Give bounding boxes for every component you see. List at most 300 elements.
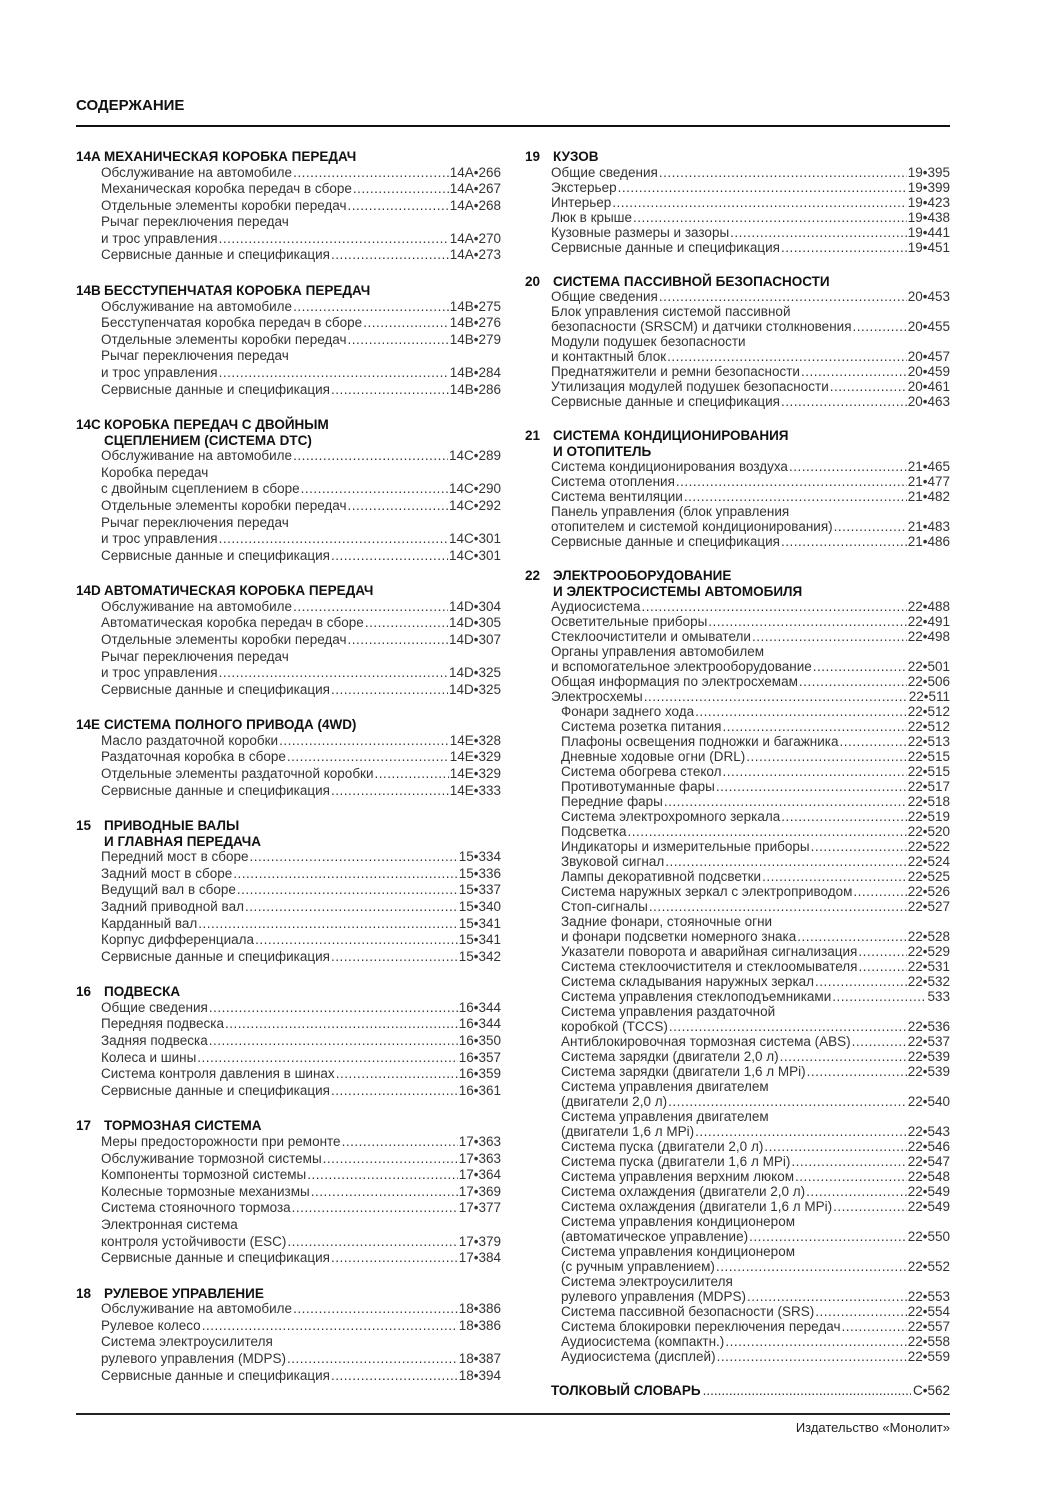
toc-entry[interactable]: [525, 1019, 950, 1034]
footer-divider: [76, 1413, 950, 1415]
toc-entry[interactable]: [525, 989, 950, 1004]
toc-entry[interactable]: [525, 240, 950, 255]
dot-leader: [722, 719, 906, 734]
entry-page: 22•557: [907, 1319, 950, 1334]
dot-leader: [695, 704, 907, 719]
toc-entry[interactable]: [76, 1083, 501, 1100]
toc-entry[interactable]: [525, 1064, 950, 1079]
toc-entry[interactable]: [76, 247, 501, 264]
toc-entry[interactable]: [525, 519, 950, 534]
toc-section: [76, 818, 501, 965]
entry-page: 15•334: [458, 849, 501, 865]
toc-entry[interactable]: [525, 899, 950, 914]
toc-entry[interactable]: [525, 534, 950, 549]
entry-title: Система пуска (двигатели 1,6 л MPi): [561, 1154, 791, 1169]
toc-entry[interactable]: [525, 944, 950, 959]
publisher-name: Издательство «Монолит»: [795, 1420, 950, 1435]
entry-title: и трос управления: [101, 665, 218, 681]
toc-entry[interactable]: [525, 319, 950, 334]
toc-entry: [525, 1274, 950, 1289]
toc-entry[interactable]: [525, 1289, 950, 1304]
toc-entry[interactable]: [76, 632, 501, 649]
entry-page: 21•477: [907, 474, 950, 489]
toc-entry[interactable]: [525, 854, 950, 869]
entry-page: 21•465: [907, 459, 950, 474]
toc-entry[interactable]: [76, 1301, 501, 1318]
section-title: [104, 984, 180, 1000]
entry-page: 18•387: [458, 1350, 501, 1366]
entry-title: Система управления двигателем: [561, 1109, 769, 1124]
toc-entry[interactable]: [525, 779, 950, 794]
toc-entry[interactable]: [525, 1334, 950, 1349]
toc-entry[interactable]: [76, 949, 501, 966]
toc-entry: [76, 515, 501, 532]
dot-leader: [807, 1064, 907, 1079]
entry-title: Передняя подвеска: [101, 1016, 225, 1032]
toc-entry[interactable]: [525, 394, 950, 409]
entry-title: Звуковой сигнал: [561, 854, 665, 869]
entry-page: 22•526: [907, 884, 950, 899]
toc-entry[interactable]: [76, 615, 501, 632]
toc-entry[interactable]: [525, 719, 950, 734]
toc-entry[interactable]: [76, 866, 501, 883]
toc-section: [525, 274, 950, 410]
entry-page: 22•491: [907, 614, 950, 629]
dot-leader: [618, 180, 907, 195]
toc-entry[interactable]: [76, 1351, 501, 1368]
entry-title: (автоматическое управление): [561, 1229, 749, 1244]
toc-entry: [525, 914, 950, 929]
toc-entry[interactable]: [76, 1184, 501, 1201]
toc-entry[interactable]: [76, 1167, 501, 1184]
dot-leader: [649, 899, 907, 914]
toc-entry[interactable]: [76, 599, 501, 616]
entry-title: Автоматическая коробка передач в сборе: [101, 615, 364, 631]
entry-page: 16•344: [458, 1016, 501, 1032]
toc-entry[interactable]: [525, 794, 950, 809]
toc-entry[interactable]: [76, 783, 501, 800]
dot-leader: [781, 240, 907, 255]
toc-entry: [525, 1244, 950, 1259]
dot-leader: [695, 1124, 907, 1139]
section-title-line: И ГЛАВНАЯ ПЕРЕДАЧА: [104, 833, 261, 849]
entry-page: 14A•270: [449, 230, 501, 246]
toc-entry[interactable]: [525, 869, 950, 884]
entry-page: 14E•329: [449, 749, 501, 765]
toc-entry[interactable]: [76, 1134, 501, 1151]
toc-entry: [525, 334, 950, 349]
section-title: [553, 428, 789, 459]
entry-title: Сервисные данные и спецификация: [101, 1367, 330, 1383]
entry-title: Коробка передач: [101, 464, 209, 480]
section-title: [104, 283, 370, 299]
section-title-line: БЕССТУПЕНЧАТАЯ КОРОБКА ПЕРЕДАЧ: [104, 283, 371, 299]
entry-page: 17•379: [458, 1233, 501, 1249]
section-number: 22: [525, 568, 541, 583]
toc-entry[interactable]: [76, 548, 501, 565]
entry-title: Отдельные элементы коробки передач: [101, 631, 347, 647]
section-heading[interactable]: [76, 1118, 501, 1134]
section-title-line: СИСТЕМА ПАССИВНОЙ БЕЗОПАСНОСТИ: [553, 273, 830, 289]
toc-entry[interactable]: [525, 629, 950, 644]
toc-entry[interactable]: [525, 929, 950, 944]
dot-leader: [664, 794, 907, 809]
toc-entry[interactable]: [525, 749, 950, 764]
entry-title: Система вентиляции: [551, 489, 683, 504]
entry-title: Сервисные данные и спецификация: [101, 381, 330, 397]
toc-section: [76, 149, 501, 264]
toc-entry[interactable]: [525, 1154, 950, 1169]
entry-title: Система отопления: [551, 474, 675, 489]
section-heading[interactable]: [525, 568, 950, 599]
toc-entry[interactable]: [525, 734, 950, 749]
dot-leader: [237, 882, 458, 899]
toc-entry: [525, 1079, 950, 1094]
entry-title: Сервисные данные и спецификация: [101, 681, 330, 697]
section-heading[interactable]: [76, 417, 501, 448]
dot-leader: [644, 689, 908, 704]
entry-page: 14D•305: [448, 615, 501, 631]
entry-title: Стоп-сигналы: [561, 899, 648, 914]
section-number: 14C: [76, 417, 101, 433]
dot-leader: [225, 1016, 458, 1033]
entry-page: 20•461: [907, 379, 950, 394]
toc-entry[interactable]: [525, 1034, 950, 1049]
toc-entry[interactable]: [525, 195, 950, 210]
entry-page: 14C•290: [448, 481, 501, 497]
dot-leader: [762, 869, 907, 884]
section-heading[interactable]: [76, 1286, 501, 1302]
section-heading[interactable]: [76, 717, 501, 733]
entry-page: 22•553: [907, 1289, 950, 1304]
toc-entry[interactable]: [76, 231, 501, 248]
toc-entry[interactable]: [525, 210, 950, 225]
section-title-line: ТОРМОЗНАЯ СИСТЕМА: [104, 1118, 262, 1134]
toc-entry[interactable]: [525, 809, 950, 824]
entry-page: 22•558: [907, 1334, 950, 1349]
dot-leader: [659, 289, 907, 304]
toc-entry[interactable]: [525, 474, 950, 489]
toc-entry[interactable]: [76, 882, 501, 899]
entry-title: Сервисные данные и спецификация: [101, 782, 330, 798]
toc-entry[interactable]: [76, 749, 501, 766]
section-heading[interactable]: [76, 283, 501, 299]
entry-title: Передние фары: [561, 794, 663, 809]
toc-entry[interactable]: [76, 1050, 501, 1067]
entry-page: 22•513: [907, 734, 950, 749]
toc-entry-glossary[interactable]: [525, 1383, 950, 1398]
entry-title: Система управления раздаточной: [561, 1004, 776, 1019]
entry-page: 22•518: [907, 794, 950, 809]
toc-section: [76, 1286, 501, 1384]
toc-entry[interactable]: [525, 1049, 950, 1064]
entry-page: 14A•266: [449, 164, 501, 180]
entry-page: 17•384: [458, 1250, 501, 1266]
section-heading[interactable]: [525, 428, 950, 459]
dot-leader: [667, 349, 907, 364]
entry-page: 15•340: [458, 899, 501, 914]
toc-entry[interactable]: [76, 498, 501, 515]
toc-entry[interactable]: [76, 932, 501, 949]
toc-entry[interactable]: [525, 165, 950, 180]
section-title-line: И ОТОПИТЕЛЬ: [553, 443, 652, 459]
toc-entry[interactable]: [76, 198, 501, 215]
toc-column-left: [76, 149, 501, 1403]
toc-entry[interactable]: [76, 682, 501, 699]
entry-page: 22•519: [907, 809, 950, 824]
entry-title: Сервисные данные и спецификация: [551, 534, 780, 549]
dot-leader: [198, 916, 457, 933]
toc-entry[interactable]: [525, 599, 950, 614]
toc-entry[interactable]: [525, 1229, 950, 1244]
toc-entry[interactable]: [76, 1368, 501, 1385]
entry-page: 14C•289: [448, 448, 501, 464]
dot-leader: [703, 1383, 911, 1398]
toc-entry[interactable]: [525, 704, 950, 719]
entry-title: Общие сведения: [101, 999, 208, 1015]
dot-leader: [287, 1234, 457, 1251]
toc-entry[interactable]: [525, 459, 950, 474]
dot-leader: [255, 932, 458, 949]
toc-entry[interactable]: [525, 674, 950, 689]
section-number: 16: [76, 984, 92, 1000]
entry-title: Система зарядки (двигатели 2,0 л): [561, 1049, 779, 1064]
entry-title: Система розетка питания: [561, 719, 722, 734]
toc-entry[interactable]: [76, 916, 501, 933]
toc-section: [76, 583, 501, 698]
toc-entry[interactable]: [76, 365, 501, 382]
toc-entry[interactable]: [76, 448, 501, 465]
entry-title: Компоненты тормозной системы: [101, 1167, 307, 1183]
toc-entry[interactable]: [76, 1000, 501, 1017]
dot-leader: [363, 315, 449, 332]
dot-leader: [676, 474, 907, 489]
toc-entry[interactable]: [525, 839, 950, 854]
toc-entry[interactable]: [525, 1094, 950, 1109]
entry-page: 22•511: [908, 689, 950, 704]
toc-entry[interactable]: [525, 1124, 950, 1139]
toc-entry[interactable]: [525, 824, 950, 839]
toc-entry[interactable]: [525, 884, 950, 899]
entry-title: Кузовные размеры и зазоры: [551, 224, 730, 240]
entry-title: Корпус дифференциала: [101, 932, 255, 948]
dot-leader: [811, 839, 907, 854]
toc-entry[interactable]: [76, 1151, 501, 1168]
section-number: 14E: [76, 717, 101, 733]
toc-entry[interactable]: [525, 974, 950, 989]
toc-entry[interactable]: [76, 1016, 501, 1033]
section-title-line: СЦЕПЛЕНИЕМ (СИСТЕМА DTC): [104, 432, 312, 448]
toc-entry[interactable]: [76, 299, 501, 316]
entry-page: 22•539: [907, 1064, 950, 1079]
toc-entry[interactable]: [76, 665, 501, 682]
toc-entry[interactable]: [525, 379, 950, 394]
toc-section: [76, 984, 501, 1099]
section-heading[interactable]: [76, 818, 501, 849]
toc-entry[interactable]: [525, 1259, 950, 1274]
dot-leader: [799, 674, 907, 689]
entry-title: Фонари заднего хода: [561, 704, 695, 719]
toc-entry[interactable]: [525, 349, 950, 364]
entry-title: Система охлаждения (двигатели 1,6 л MPi): [561, 1199, 833, 1214]
dot-leader: [293, 448, 448, 465]
dot-leader: [659, 165, 907, 180]
entry-page: 15•337: [458, 882, 501, 898]
entry-title: Экстерьер: [551, 179, 617, 195]
toc-entry[interactable]: [525, 1199, 950, 1214]
dot-leader: [307, 1167, 457, 1184]
toc-entry: [525, 1004, 950, 1019]
dot-leader: [747, 1289, 907, 1304]
toc-entry[interactable]: [76, 849, 501, 866]
toc-section: [76, 717, 501, 799]
entry-title: Отдельные элементы коробки передач: [101, 331, 347, 347]
toc-entry[interactable]: [76, 733, 501, 750]
toc-entry[interactable]: [525, 180, 950, 195]
toc-entry[interactable]: [76, 899, 501, 916]
section-title: [553, 274, 830, 290]
toc-entry[interactable]: [525, 225, 950, 240]
section-heading[interactable]: [76, 149, 501, 165]
toc-entry[interactable]: [76, 766, 501, 783]
entry-page: 15•341: [458, 932, 501, 948]
dot-leader: [245, 899, 458, 916]
section-title-line: РУЛЕВОЕ УПРАВЛЕНИЕ: [104, 1285, 264, 1301]
entry-title: Отдельные элементы коробки передач: [101, 197, 347, 213]
dot-leader: [293, 1301, 458, 1318]
entry-title: Система блокировки переключения передач: [561, 1319, 841, 1334]
toc-entry[interactable]: [525, 1139, 950, 1154]
dot-leader: [197, 1050, 457, 1067]
entry-page: 18•394: [458, 1367, 501, 1383]
section-heading[interactable]: [76, 583, 501, 599]
toc-entry[interactable]: [76, 1250, 501, 1267]
dot-leader: [781, 534, 907, 549]
toc-entry[interactable]: [525, 289, 950, 304]
entry-page: 22•540: [907, 1094, 950, 1109]
entry-title: Обслуживание на автомобиле: [101, 448, 293, 464]
entry-page: 15•341: [458, 915, 501, 931]
entry-title: Система стояночного тормоза: [101, 1200, 291, 1216]
entry-page: 22•539: [907, 1049, 950, 1064]
section-heading[interactable]: [525, 274, 950, 290]
entry-page: 17•369: [458, 1183, 501, 1199]
toc-entry[interactable]: [525, 364, 950, 379]
section-title: [553, 149, 599, 165]
toc-entry[interactable]: [76, 531, 501, 548]
toc-entry[interactable]: [76, 315, 501, 332]
entry-title: Противотуманные фары: [561, 779, 715, 794]
toc-entry: [76, 649, 501, 666]
section-heading[interactable]: [525, 149, 950, 165]
toc-entry[interactable]: [525, 959, 950, 974]
toc-entry[interactable]: [525, 1319, 950, 1334]
entry-title: Раздаточная коробка в сборе: [101, 749, 286, 765]
toc-entry[interactable]: [76, 382, 501, 399]
entry-title: Бесступенчатая коробка передач в сборе: [101, 315, 363, 331]
toc-entry[interactable]: [76, 1234, 501, 1251]
section-title: [104, 818, 261, 849]
dot-leader: [219, 531, 448, 548]
toc-entry[interactable]: [525, 614, 950, 629]
toc-entry[interactable]: [525, 1184, 950, 1199]
dot-leader: [612, 195, 906, 210]
entry-page: 22•549: [907, 1199, 950, 1214]
dot-leader: [781, 809, 906, 824]
entry-title: Ведущий вал в сборе: [101, 882, 236, 898]
entry-page: 17•363: [458, 1133, 501, 1149]
entry-page: 22•501: [907, 659, 950, 674]
entry-title: Система контроля давления в шинах: [101, 1066, 335, 1082]
entry-title: Сервисные данные и спецификация: [551, 394, 780, 409]
toc-entry[interactable]: [525, 689, 950, 704]
toc-entry[interactable]: [525, 1349, 950, 1364]
section-title: [104, 417, 329, 448]
entry-page: 22•550: [907, 1229, 950, 1244]
section-number: 14A: [76, 149, 101, 164]
entry-page: 14D•304: [448, 598, 501, 614]
dot-leader: [311, 1184, 458, 1201]
toc-entry[interactable]: [76, 1033, 501, 1050]
toc-entry[interactable]: [525, 659, 950, 674]
toc-entry[interactable]: [525, 1169, 950, 1184]
dot-leader: [716, 779, 907, 794]
toc-entry: [525, 644, 950, 659]
toc-entry[interactable]: [76, 1066, 501, 1083]
dot-leader: [665, 854, 906, 869]
entry-page: 14C•301: [448, 531, 501, 547]
entry-title: Сервисные данные и спецификация: [101, 547, 330, 563]
dot-leader: [323, 1151, 458, 1168]
entry-title: рулевого управления (MDPS): [101, 1350, 286, 1366]
toc-entry[interactable]: [76, 165, 501, 182]
toc-entry[interactable]: [76, 1318, 501, 1335]
dot-leader: [301, 481, 448, 498]
entry-title: Сервисные данные и спецификация: [101, 1250, 330, 1266]
entry-page: 14B•275: [449, 298, 501, 314]
dot-leader: [834, 519, 907, 534]
section-title-line: И ЭЛЕКТРОСИСТЕМЫ АВТОМОБИЛЯ: [553, 583, 803, 599]
section-title: [104, 1286, 264, 1302]
toc-entry[interactable]: [76, 1200, 501, 1217]
dot-leader: [781, 394, 907, 409]
page-title: СОДЕРЖАНИЕ: [76, 97, 185, 114]
dot-leader: [353, 181, 449, 198]
toc-entry[interactable]: [76, 332, 501, 349]
section-title-line: МЕХАНИЧЕСКАЯ КОРОБКА ПЕРЕДАЧ: [104, 149, 357, 164]
toc-entry[interactable]: [76, 181, 501, 198]
section-heading[interactable]: [76, 984, 501, 1000]
dot-leader: [202, 1318, 458, 1335]
dot-leader: [331, 682, 448, 699]
entry-page: 21•483: [907, 519, 950, 534]
entry-title: и трос управления: [101, 531, 218, 547]
dot-leader: [633, 210, 907, 225]
toc-entry[interactable]: [76, 481, 501, 498]
entry-page: 17•364: [458, 1167, 501, 1183]
toc-entry[interactable]: [525, 489, 950, 504]
entry-page: 14B•279: [449, 331, 501, 347]
toc-entry[interactable]: [525, 764, 950, 779]
entry-page: 18•386: [458, 1301, 501, 1317]
toc-entry[interactable]: [525, 1304, 950, 1319]
entry-page: 14A•268: [449, 197, 501, 213]
entry-page: 22•537: [907, 1034, 950, 1049]
section-title: [104, 1118, 262, 1134]
dot-leader: [348, 632, 448, 649]
dot-leader: [219, 231, 449, 248]
entry-title: Система пуска (двигатели 2,0 л): [561, 1139, 764, 1154]
